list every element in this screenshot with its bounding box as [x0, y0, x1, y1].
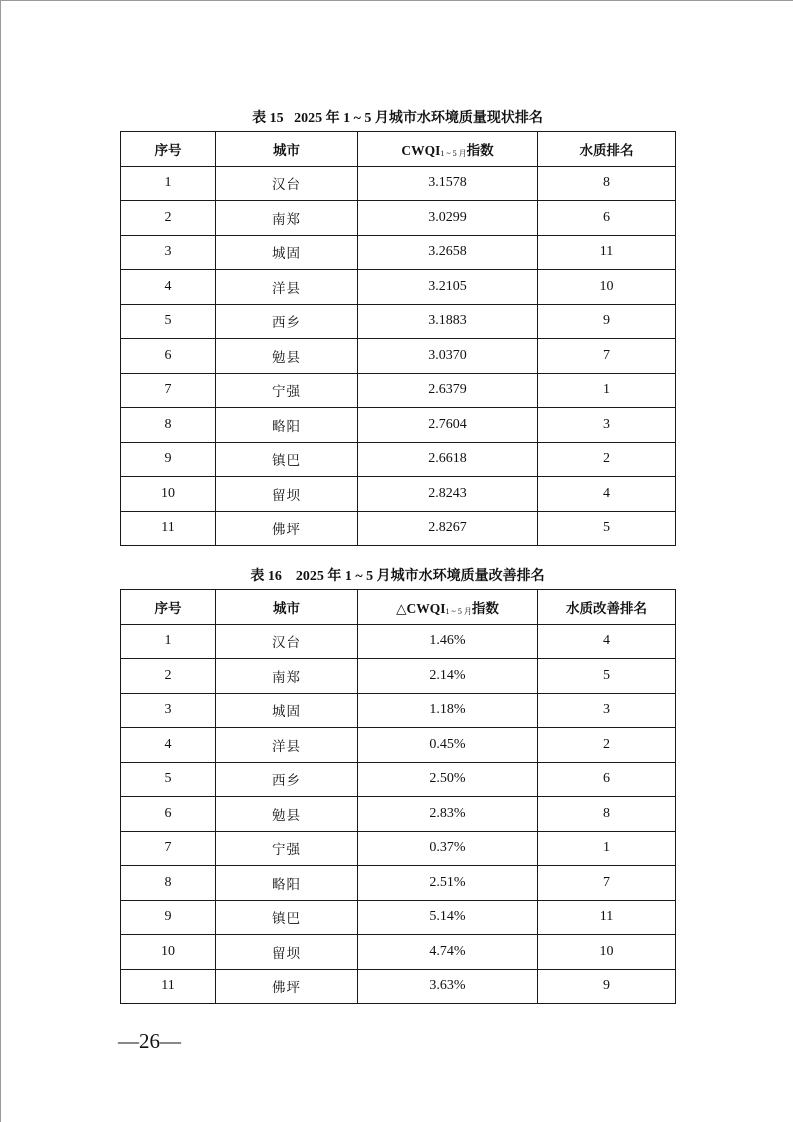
cell-rank: 3: [538, 408, 676, 443]
cell-seq: 2: [121, 201, 216, 236]
table-row: [121, 304, 676, 339]
cell-rank: 7: [538, 866, 676, 901]
cell-value: 2.7604: [358, 408, 538, 443]
table-row: [121, 270, 676, 305]
cell-rank: 5: [538, 659, 676, 694]
header-index: [358, 590, 538, 625]
table-row: [121, 201, 676, 236]
table-row: [121, 166, 676, 201]
cell-city: 南郑: [216, 659, 358, 694]
cell-value: 1.46%: [358, 624, 538, 659]
cell-value: 2.6618: [358, 442, 538, 477]
cell-value: 3.63%: [358, 969, 538, 1004]
cell-city: 留坝: [216, 477, 358, 512]
header-index-sub: 1 ~ 5 月: [445, 606, 472, 616]
cell-city: 汉台: [216, 166, 358, 201]
cell-seq: 8: [121, 866, 216, 901]
cell-seq: 9: [121, 442, 216, 477]
cell-value: 3.0370: [358, 339, 538, 374]
table-row: [121, 235, 676, 270]
cell-city: 略阳: [216, 408, 358, 443]
cell-value: 3.1578: [358, 166, 538, 201]
cell-rank: 6: [538, 762, 676, 797]
cell-city: 勉县: [216, 797, 358, 832]
cell-seq: 7: [121, 831, 216, 866]
table-header-row: [121, 132, 676, 167]
cell-rank: 4: [538, 624, 676, 659]
cell-value: 3.0299: [358, 201, 538, 236]
table-16-body: [121, 624, 676, 1004]
cell-rank: 2: [538, 728, 676, 763]
cell-seq: 3: [121, 693, 216, 728]
cell-value: 2.83%: [358, 797, 538, 832]
header-rank: 水质排名: [538, 132, 676, 167]
cell-seq: 4: [121, 270, 216, 305]
cell-rank: 1: [538, 831, 676, 866]
table-row: [121, 935, 676, 970]
page-border-top: [0, 0, 793, 1]
cell-city: 洋县: [216, 270, 358, 305]
cell-value: 1.18%: [358, 693, 538, 728]
cell-rank: 10: [538, 935, 676, 970]
header-index-tail: 指数: [471, 600, 499, 616]
cell-seq: 11: [121, 511, 216, 546]
cell-city: 城固: [216, 235, 358, 270]
cell-rank: 8: [538, 166, 676, 201]
cell-rank: 9: [538, 304, 676, 339]
table-16-caption: 表 16 2025 年 1 ~ 5 月城市水环境质量改善排名: [250, 569, 545, 584]
cell-seq: 1: [121, 166, 216, 201]
cell-rank: 5: [538, 511, 676, 546]
table-row: [121, 659, 676, 694]
cell-rank: 7: [538, 339, 676, 374]
header-index: [358, 132, 538, 167]
header-index-sub: 1 ~ 5 月: [440, 148, 467, 158]
cell-value: 2.50%: [358, 762, 538, 797]
table-row: [121, 408, 676, 443]
table-row: [121, 969, 676, 1004]
cell-seq: 1: [121, 624, 216, 659]
header-city: 城市: [216, 132, 358, 167]
cell-value: 3.2658: [358, 235, 538, 270]
cell-seq: 4: [121, 728, 216, 763]
cell-seq: 6: [121, 797, 216, 832]
table-row: [121, 477, 676, 512]
cell-rank: 10: [538, 270, 676, 305]
cell-seq: 7: [121, 373, 216, 408]
cell-rank: 6: [538, 201, 676, 236]
cell-seq: 10: [121, 477, 216, 512]
cell-seq: 3: [121, 235, 216, 270]
cell-seq: 9: [121, 900, 216, 935]
cell-rank: 9: [538, 969, 676, 1004]
cell-seq: 11: [121, 969, 216, 1004]
table-row: [121, 511, 676, 546]
table-row: [121, 797, 676, 832]
cell-value: 2.6379: [358, 373, 538, 408]
cell-value: 3.2105: [358, 270, 538, 305]
cell-value: 4.74%: [358, 935, 538, 970]
cell-city: 宁强: [216, 831, 358, 866]
table-row: [121, 693, 676, 728]
table-row: [121, 831, 676, 866]
cell-value: 2.14%: [358, 659, 538, 694]
cell-rank: 11: [538, 235, 676, 270]
header-seq: 序号: [121, 132, 216, 167]
cell-seq: 5: [121, 762, 216, 797]
header-index-main: △CWQI: [396, 600, 446, 616]
cell-value: 2.51%: [358, 866, 538, 901]
cell-city: 宁强: [216, 373, 358, 408]
cell-city: 城固: [216, 693, 358, 728]
cell-seq: 2: [121, 659, 216, 694]
cell-rank: 8: [538, 797, 676, 832]
table-row: [121, 373, 676, 408]
cell-value: 3.1883: [358, 304, 538, 339]
header-rank: 水质改善排名: [538, 590, 676, 625]
cell-city: 佛坪: [216, 969, 358, 1004]
header-seq: 序号: [121, 590, 216, 625]
cell-rank: 4: [538, 477, 676, 512]
page-border-left: [0, 0, 1, 1122]
cell-seq: 6: [121, 339, 216, 374]
table-row: [121, 866, 676, 901]
cell-seq: 8: [121, 408, 216, 443]
table-row: [121, 728, 676, 763]
cell-seq: 10: [121, 935, 216, 970]
cell-city: 西乡: [216, 304, 358, 339]
cell-city: 佛坪: [216, 511, 358, 546]
cell-value: 5.14%: [358, 900, 538, 935]
cell-value: 0.45%: [358, 728, 538, 763]
header-index-tail: 指数: [466, 142, 494, 158]
table-row: [121, 900, 676, 935]
table-15-body: [121, 166, 676, 546]
table-row: [121, 339, 676, 374]
cell-city: 西乡: [216, 762, 358, 797]
table-row: [121, 442, 676, 477]
table-15: [120, 131, 676, 546]
cell-rank: 11: [538, 900, 676, 935]
page-number: —26—: [118, 1029, 181, 1053]
cell-city: 略阳: [216, 866, 358, 901]
cell-seq: 5: [121, 304, 216, 339]
cell-city: 勉县: [216, 339, 358, 374]
cell-city: 南郑: [216, 201, 358, 236]
header-city: 城市: [216, 590, 358, 625]
table-row: [121, 762, 676, 797]
table-row: [121, 624, 676, 659]
table-15-caption: 表 15 2025 年 1 ~ 5 月城市水环境质量现状排名: [252, 111, 543, 126]
cell-value: 0.37%: [358, 831, 538, 866]
cell-city: 汉台: [216, 624, 358, 659]
cell-rank: 2: [538, 442, 676, 477]
table-header-row: [121, 590, 676, 625]
cell-rank: 3: [538, 693, 676, 728]
cell-value: 2.8267: [358, 511, 538, 546]
cell-city: 留坝: [216, 935, 358, 970]
cell-rank: 1: [538, 373, 676, 408]
cell-city: 镇巴: [216, 900, 358, 935]
header-index-main: CWQI: [401, 142, 441, 158]
cell-city: 镇巴: [216, 442, 358, 477]
table-16: [120, 589, 676, 1004]
cell-city: 洋县: [216, 728, 358, 763]
cell-value: 2.8243: [358, 477, 538, 512]
